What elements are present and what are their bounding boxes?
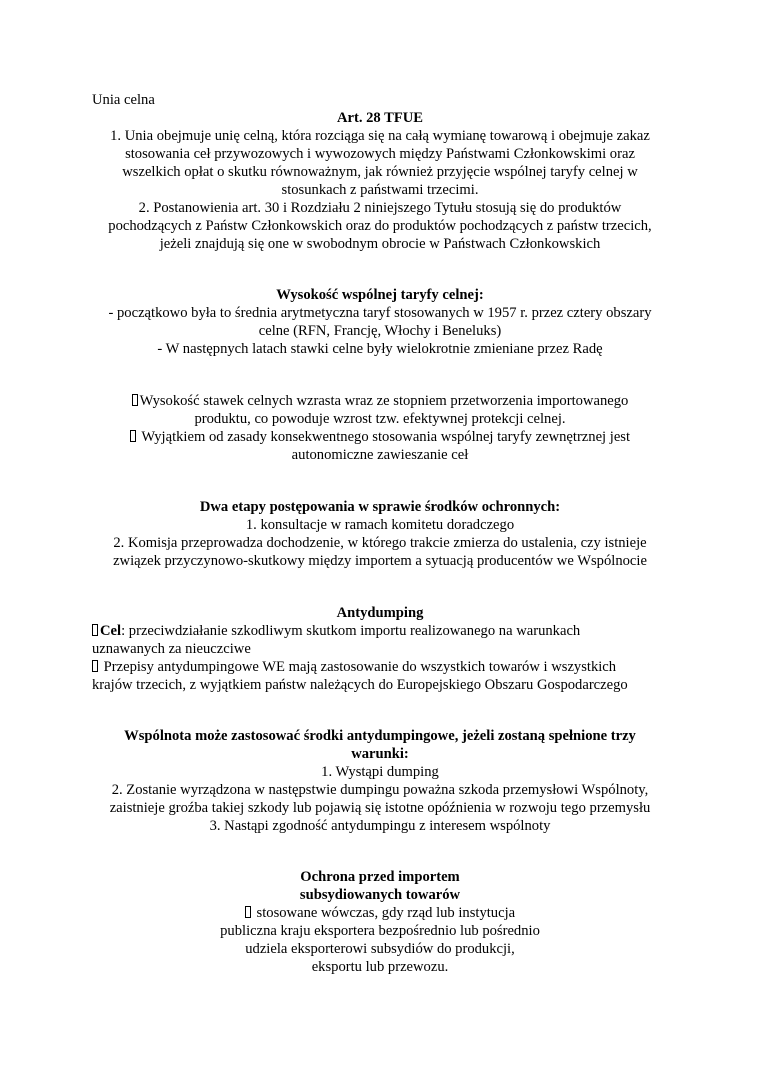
conditions-line: 3. Nastąpi zgodność antydumpingu z interesem wspólnoty [209,818,551,834]
antidumping-line-text: Przepisy antydumpingowe WE mają zastosowanie do wszystkich towarów i wszystkich [100,659,617,675]
missing-glyph-icon [245,906,251,918]
subsidy-heading: Ochrona przed importem [300,869,460,885]
missing-glyph-icon [92,624,98,636]
antidumping-goal-text: : przeciwdziałanie szkodliwym skutkom importu realizowanego na warunkach [121,623,581,639]
rates-line-text: Wyjątkiem od zasady konsekwentnego stosowania wspólnej taryfy zewnętrznej jest [137,429,631,445]
subsidy-line: eksportu lub przewozu. [311,959,449,975]
rates-line: produktu, co powoduje wzrost tzw. efektywnej protekcji celnej. [194,411,566,427]
document-title: Unia celna [92,92,155,108]
conditions-line: 2. Zostanie wyrządzona w następstwie dumpingu poważna szkoda przemysłowi Wspólnoty, [111,782,649,798]
antidumping-line [92,658,616,676]
antidumping-line: krajów trzecich, z wyjątkiem państw należących do Europejskiego Obszaru Gospodarczego [92,677,628,693]
conditions-heading: Wspólnota może zastosować środki antydumpingowe, jeżeli zostaną spełnione trzy [124,728,636,744]
conditions-line: zaistnieje groźba takiej szkody lub pojawią się istotne opóźnienia w rozwoju tego przemysłu [109,800,651,816]
missing-glyph-icon [92,660,98,672]
tariff-line: - W następnych latach stawki celne były wielokrotnie zmieniane przez Radę [157,341,603,357]
antidumping-line: uznawanych za nieuczciwe [92,641,251,657]
antidumping-goal-line [92,622,580,640]
rates-line-text: Wysokość stawek celnych wzrasta wraz ze stopniem przetworzenia importowanego [139,393,629,409]
art-p2-line: 2. Postanowienia art. 30 i Rozdziału 2 niniejszego Tytułu stosują się do produktów [138,200,622,216]
conditions-heading: warunki: [351,746,409,762]
subsidy-line [0,904,760,922]
art-p1-line: stosunkach z państwami trzecimi. [281,182,479,198]
missing-glyph-icon [130,430,136,442]
conditions-line: 1. Wystąpi dumping [321,764,439,780]
protective-heading: Dwa etapy postępowania w sprawie środków ochronnych: [199,499,561,515]
rates-line: autonomiczne zawieszanie ceł [291,447,469,463]
subsidy-line-text: stosowane wówczas, gdy rząd lub instytucja [252,905,516,921]
protective-line: 2. Komisja przeprowadza dochodzenie, w którego trakcie zmierza do ustalenia, czy istnieje [113,535,647,551]
art-heading: Art. 28 TFUE [336,110,424,126]
protective-line: związek przyczynowo-skutkowy między importem a sytuacją producentów we Wspólnocie [113,553,647,569]
rates-line [0,392,760,410]
protective-line: 1. konsultacje w ramach komitetu doradczego [245,517,515,533]
art-p1-line: wszelkich opłat o skutku równoważnym, jak również przyjęcie wspólnej taryfy celnej w [122,164,638,180]
art-p1-line: 1. Unia obejmuje unię celną, która rozciąga się na całą wymianę towarową i obejmuje zakaz [110,128,650,144]
subsidy-line: publiczna kraju eksportera bezpośrednio lub pośrednio [220,923,540,939]
rates-line [0,428,760,446]
art-p1-line: stosowania ceł przywozowych i wywozowych między Państwami Członkowskimi oraz [125,146,635,162]
art-p2-line: pochodzących z Państw Członkowskich oraz do produktów pochodzących z państw trzecich, [108,218,652,234]
art-p2-line: jeżeli znajdują się one w swobodnym obrocie w Państwach Członkowskich [159,236,601,252]
tariff-line: celne (RFN, Francję, Włochy i Beneluks) [258,323,502,339]
subsidy-heading: subsydiowanych towarów [299,887,461,903]
subsidy-line: udziela eksporterowi subsydiów do produkcji, [245,941,515,957]
tariff-line: - początkowo była to średnia arytmetyczna taryf stosowanych w 1957 r. przez cztery obszary [108,305,652,321]
antidumping-heading: Antydumping [336,605,424,621]
missing-glyph-icon [132,394,138,406]
antidumping-goal-label: Cel [100,623,122,639]
tariff-heading: Wysokość wspólnej taryfy celnej: [276,287,484,303]
